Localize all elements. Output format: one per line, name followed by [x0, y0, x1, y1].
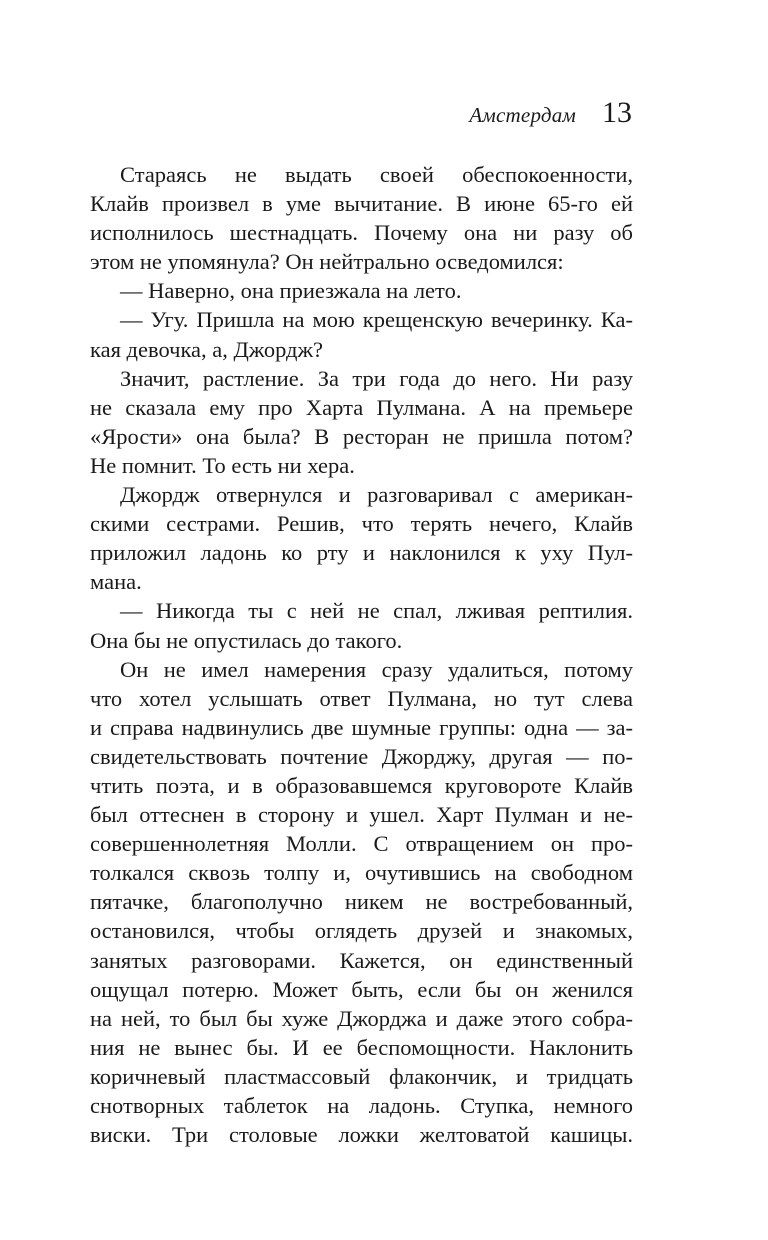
text-line: — Никогда ты с ней не спал, лживая рептилия.: [120, 598, 633, 624]
text-line: ощущал потерю. Может быть, если бы он женился: [90, 976, 633, 1002]
text-line: занятых разговорами. Кажется, он единственный: [90, 947, 633, 973]
text-line: «Ярости» она была? В ресторан не пришла потом?: [90, 423, 633, 449]
page-number: 13: [602, 96, 632, 129]
text-line: кая девочка, а, Джордж?: [90, 336, 324, 362]
text-line: свидетельствовать почтение Джорджу, другая — по-: [90, 743, 633, 769]
text-line: Она бы не опустилась до такого.: [90, 627, 403, 653]
text-line: что хотел услышать ответ Пулмана, но тут слева: [90, 685, 633, 711]
text-line: виски. Три столовые ложки желтоватой кашицы.: [90, 1122, 633, 1148]
text-line: коричневый пластмассовый флакончик, и тридцать: [90, 1063, 633, 1089]
text-line: был оттеснен в сторону и ушел. Харт Пулман и не-: [90, 802, 633, 828]
text-line: скими сестрами. Решив, что терять нечего, Клайв: [90, 511, 633, 537]
text-line: исполнилось шестнадцать. Почему она ни разу об: [90, 220, 633, 246]
text-line: этом не упомянула? Он нейтрально осведомился:: [90, 249, 564, 275]
text-line: Стараясь не выдать своей обеспокоенности,: [120, 162, 633, 187]
text-line: на ней, то был бы хуже Джорджа и даже этого собра-: [90, 1005, 633, 1031]
text-line: Он не имел намерения сразу удалиться, потому: [120, 656, 633, 682]
text-line: остановился, чтобы оглядеть друзей и знакомых,: [90, 918, 633, 944]
text-line: ния не вынес бы. И ее беспомощности. Наклонить: [90, 1034, 633, 1060]
text-line: пятачке, благополучно никем не востребованный,: [90, 889, 633, 915]
text-line: Джордж отвернулся и разговаривал с американ-: [120, 482, 633, 508]
text-line: совершеннолетняя Молли. С отвращением он про-: [90, 831, 633, 857]
text-line: приложил ладонь ко рту и наклонился к уху Пул-: [90, 540, 633, 566]
page-header: [469, 96, 632, 130]
text-line: снотворных таблеток на ладонь. Ступка, немного: [90, 1093, 633, 1118]
text-line: Не помнит. То есть ни хера.: [90, 452, 355, 478]
running-head: Амстердам: [469, 103, 576, 127]
text-line: мана.: [90, 569, 142, 595]
text-line: чтить поэта, и в образовавшемся круговороте Клайв: [90, 772, 633, 798]
body-text: [90, 160, 633, 1149]
text-line: — Угу. Пришла на мою крещенскую вечеринку. Ка-: [120, 307, 633, 333]
text-line: толкался сквозь толпу и, очутившись на свободном: [90, 860, 633, 886]
text-line: Клайв произвел в уме вычитание. В июне 65-го ей: [90, 191, 633, 217]
text-line: — Наверно, она приезжала на лето.: [120, 278, 462, 304]
text-line: Значит, растление. За три года до него. Ни разу: [120, 365, 633, 391]
text-line: не сказала ему про Харта Пулмана. А на премьере: [90, 394, 633, 420]
text-line: и справа надвинулись две шумные группы: одна — за-: [90, 714, 633, 740]
